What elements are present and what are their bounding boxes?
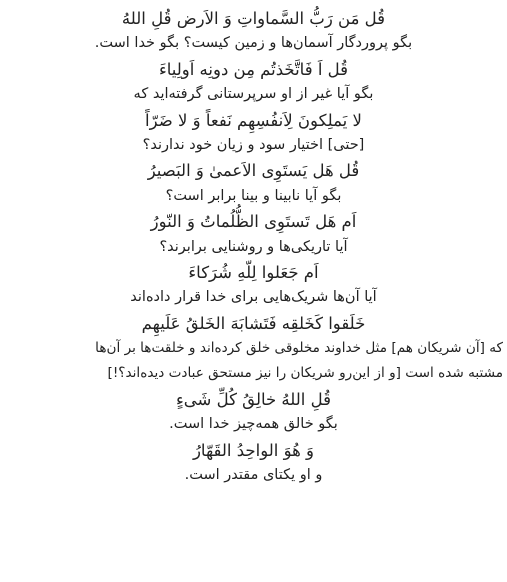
- arabic-verse-line: قُل اَ فَاتَّخَذتُم مِن دونِه اَولِیاءَ: [158, 59, 349, 79]
- arabic-verse-line: خَلَقوا کَخَلقِه فَتَشابَهَ الخَلقُ عَلَیهِم: [141, 313, 366, 333]
- arabic-verse-line: قُل مَن رَبُّ السَّماواتِ وَ الاَرض قُلِ اللهُ: [121, 9, 386, 28]
- persian-translation-line: بگو پروردگار آسمان‌ها و زمین کیست؟ بگو خدا است.: [94, 35, 413, 52]
- arabic-verse-line: اَم هَل تَستَوِی الظُّلُماتُ وَ النّورُ: [150, 212, 357, 232]
- arabic-verse-line: اَم جَعَلوا لِلّهِ شُرَکاءَ: [188, 262, 319, 282]
- persian-translation-line: [حتی] اختیار سود و زیان خود ندارند؟: [142, 136, 365, 153]
- arabic-verse-line: قُلِ اللهُ خالِقُ کُلِّ شَیءٍ: [176, 389, 331, 409]
- persian-translation-line: آیا تاریکی‌ها و روشنایی برابرند؟: [159, 238, 348, 255]
- persian-translation-line: بگو خالق همه‌چیز خدا است.: [169, 416, 338, 433]
- persian-translation-line: و او یکتای مقتدر است.: [184, 467, 323, 484]
- persian-translation-line: بگو آیا نابینا و بینا برابر است؟: [165, 187, 342, 204]
- persian-translation-line: که [آن شریکان هم] مثل خداوند مخلوقی خلق کرده‌اند و خلقت‌ها بر آن‌ها: [95, 340, 503, 357]
- persian-translation-line: مشتبه شده است [و از این‌رو شریکان را نیز مستحق عبادت دیده‌اند؟!]: [107, 365, 503, 382]
- arabic-verse-line: قُل هَل یَستَوِی الاَعمیٰ وَ البَصیرُ: [147, 161, 360, 181]
- arabic-verse-line: لا یَملِکونَ لِاَنفُسِهِم نَفعاً وَ لا ضَرّاً: [145, 110, 362, 130]
- arabic-verse-line: وَ هُوَ الواحِدُ القَهّارُ: [192, 440, 315, 460]
- persian-translation-line: آیا آن‌ها شریک‌هایی برای خدا قرار داده‌اند: [130, 289, 377, 306]
- persian-translation-line: بگو آیا غیر از او سرپرستانی گرفته‌اید که: [133, 86, 374, 103]
